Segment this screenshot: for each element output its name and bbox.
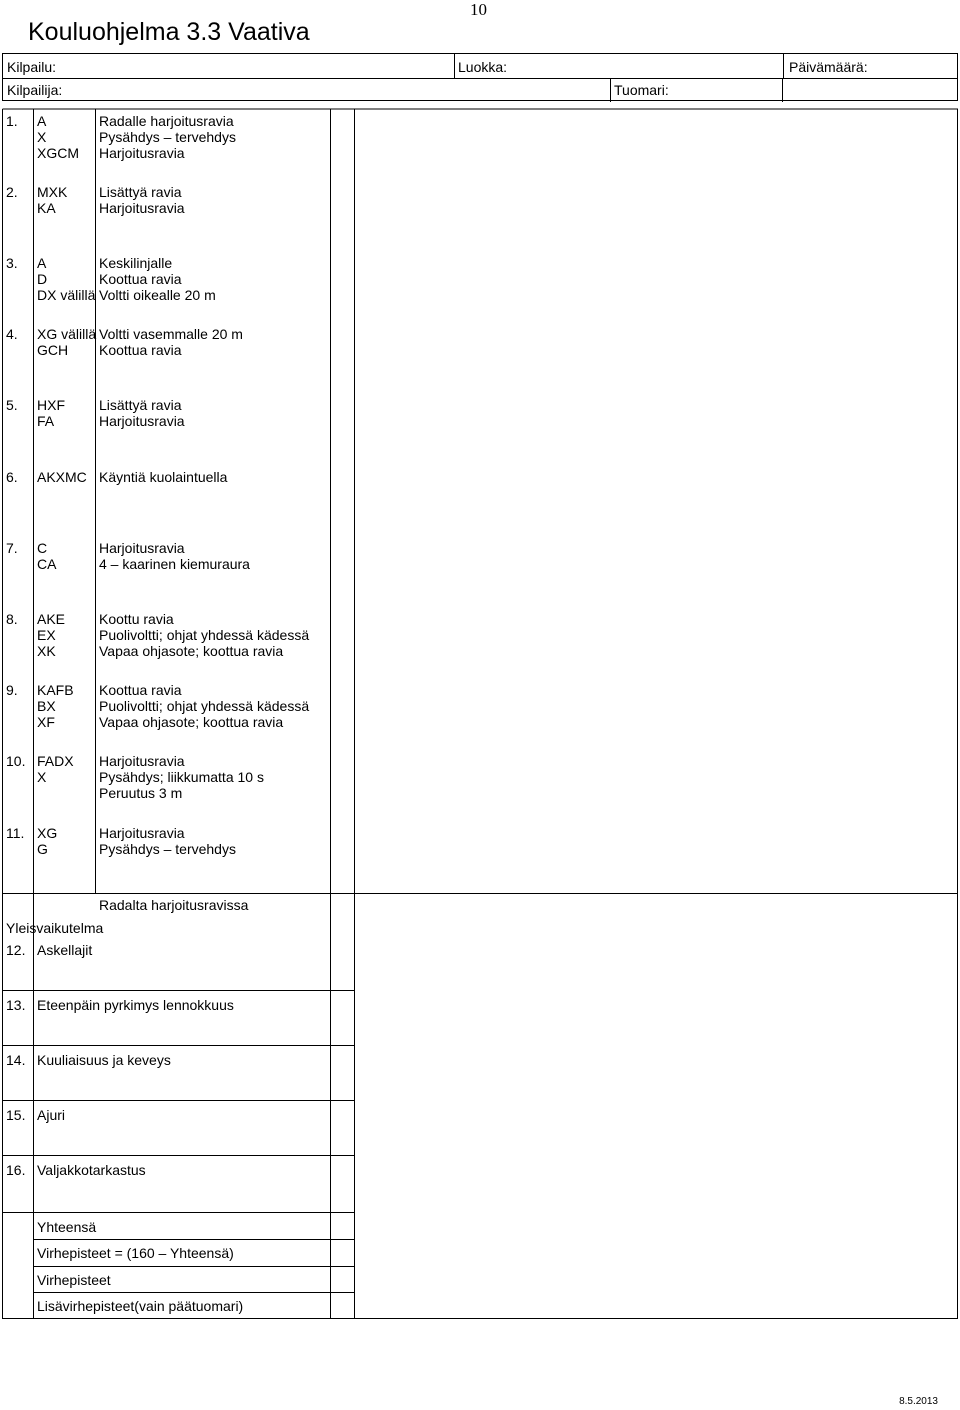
- movement-letters: C CA: [37, 540, 57, 572]
- page-number: 10: [470, 0, 487, 19]
- movement-number: 7.: [6, 540, 18, 556]
- movement-number: 2.: [6, 184, 18, 200]
- movement-description: Käyntiä kuolaintuella: [99, 469, 228, 485]
- general-impression-title: Yleisvaikutelma: [6, 920, 104, 936]
- movement-letters: AKXMC: [37, 469, 87, 485]
- general-label: Ajuri: [37, 1107, 66, 1123]
- paivamaara-field[interactable]: Päivämäärä:: [789, 59, 868, 75]
- movement-letters: FADX X: [37, 753, 74, 785]
- total-label: Lisävirhepisteet(vain päätuomari): [37, 1298, 244, 1314]
- general-label: Kuuliaisuus ja keveys: [37, 1052, 171, 1068]
- total-label: Virhepisteet = (160 – Yhteensä): [37, 1245, 234, 1261]
- exit-text: Radalta harjoitusravissa: [99, 897, 249, 913]
- tuomari-field[interactable]: Tuomari:: [614, 82, 669, 98]
- movement-letters: AKE EX XK: [37, 611, 66, 659]
- movement-description: Harjoitusravia 4 – kaarinen kiemuraura: [99, 540, 250, 572]
- footer-date: 8.5.2013: [899, 1396, 938, 1407]
- movement-description: Koottua ravia Puolivoltti; ohjat yhdessä kädessä Vapaa ohjasote; koottua ravia: [99, 682, 310, 730]
- general-number: 13.: [6, 997, 26, 1013]
- general-number: 12.: [6, 942, 26, 958]
- movement-number: 1.: [6, 113, 18, 129]
- movement-letters: A D DX välillä: [37, 255, 96, 303]
- movement-letters: KAFB BX XF: [37, 682, 74, 730]
- movement-description: Harjoitusravia Pysähdys; liikkumatta 10 s Peruutus 3 m: [99, 753, 264, 801]
- general-number: 16.: [6, 1162, 26, 1178]
- movement-number: 10.: [6, 753, 26, 769]
- total-label: Virhepisteet: [37, 1272, 111, 1288]
- luokka-field[interactable]: Luokka:: [458, 59, 508, 75]
- general-label: Eteenpäin pyrkimys lennokkuus: [37, 997, 234, 1013]
- general-number: 14.: [6, 1052, 26, 1068]
- movement-description: Harjoitusravia Pysähdys – tervehdys: [99, 825, 236, 857]
- page-title: Kouluohjelma 3.3 Vaativa: [28, 18, 310, 46]
- movement-description: Keskilinjalle Koottua ravia Voltti oikealle 20 m: [99, 255, 216, 303]
- movement-letters: A X XGCM: [37, 113, 79, 161]
- movement-description: Lisättyä ravia Harjoitusravia: [99, 397, 185, 429]
- movement-letters: XG G: [37, 825, 58, 857]
- general-label: Valjakkotarkastus: [37, 1162, 146, 1178]
- kilpailija-field[interactable]: Kilpailija:: [7, 82, 63, 98]
- movement-letters: HXF FA: [37, 397, 65, 429]
- movement-number: 5.: [6, 397, 18, 413]
- movement-number: 11.: [6, 825, 25, 841]
- movement-number: 3.: [6, 255, 18, 271]
- general-label: Askellajit: [37, 942, 93, 958]
- movement-description: Radalle harjoitusravia Pysähdys – tervehdys Harjoitusravia: [99, 113, 236, 161]
- movement-description: Koottu ravia Puolivoltti; ohjat yhdessä kädessä Vapaa ohjasote; koottua ravia: [99, 611, 310, 659]
- total-label: Yhteensä: [37, 1219, 97, 1235]
- kilpailu-field[interactable]: Kilpailu:: [7, 59, 57, 75]
- movement-description: Lisättyä ravia Harjoitusravia: [99, 184, 185, 216]
- movement-number: 6.: [6, 469, 18, 485]
- movement-number: 4.: [6, 326, 18, 342]
- movement-description: Voltti vasemmalle 20 m Koottua ravia: [99, 326, 243, 358]
- movement-letters: MXK KA: [37, 184, 68, 216]
- general-number: 15.: [6, 1107, 26, 1123]
- movement-letters: XG välillä GCH: [37, 326, 97, 358]
- movement-number: 8.: [6, 611, 18, 627]
- movement-number: 9.: [6, 682, 18, 698]
